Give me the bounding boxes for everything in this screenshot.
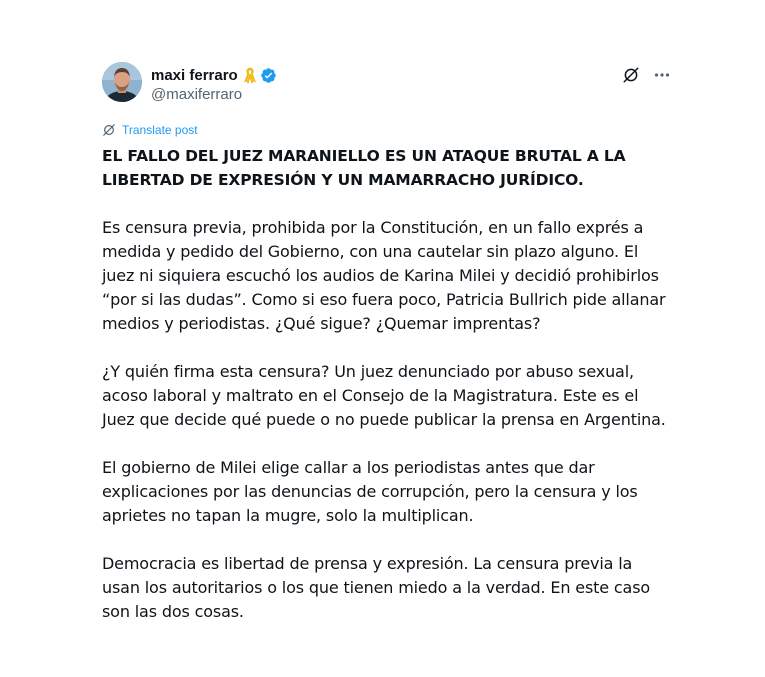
avatar[interactable] bbox=[102, 62, 142, 102]
post-headline: EL FALLO DEL JUEZ MARANIELLO ES UN ATAQUE BRUTAL A LA LIBERTAD DE EXPRESIÓN Y UN MAMARRACHO JURÍDICO. bbox=[102, 147, 626, 189]
post-paragraph: Democracia es libertad de prensa y expresión. La censura previa la usan los autoritarios o los que tienen miedo a la verdad. En este caso son las dos cosas. bbox=[102, 554, 651, 621]
author-handle[interactable]: @maxiferraro bbox=[151, 86, 243, 103]
avatar-photo-icon bbox=[102, 62, 142, 102]
post-body bbox=[102, 144, 670, 624]
more-options-icon[interactable] bbox=[654, 67, 670, 83]
name-row bbox=[151, 65, 277, 85]
post-paragraph: El gobierno de Milei elige callar a los periodistas antes que dar explicaciones por las denuncias de corrupción, pero la censura y los aprietes no tapan la mugre, solo la multiplican. bbox=[102, 458, 638, 525]
grok-icon[interactable] bbox=[622, 66, 640, 84]
post-card bbox=[102, 62, 670, 624]
translate-post-link[interactable]: Translate post bbox=[122, 123, 198, 137]
post-paragraph: ¿Y quién firma esta censura? Un juez denunciado por abuso sexual, acoso laboral y maltrato en el Consejo de la Magistratura. Este es el Juez que decide qué puede o no puede publicar la prensa en Argentina. bbox=[102, 362, 666, 429]
post-paragraph: Es censura previa, prohibida por la Constitución, en un fallo exprés a medida y pedido del Gobierno, con una cautelar sin plazo alguno. El juez ni siquiera escuchó los audios de Karina Milei y decidió prohibirlos “por si las dudas”. Como si eso fuera poco, Patricia Bullrich pide allanar medios y periodistas. ¿Qué sigue? ¿Quemar imprentas? bbox=[102, 218, 666, 333]
verified-badge-icon[interactable] bbox=[260, 67, 277, 84]
author-display-name[interactable]: maxi ferraro bbox=[151, 66, 238, 84]
post-header bbox=[102, 62, 670, 106]
grok-translate-icon bbox=[102, 123, 116, 137]
post-top-actions bbox=[622, 66, 670, 84]
author-names bbox=[151, 65, 277, 103]
translate-row bbox=[102, 122, 670, 138]
yellow-ribbon-icon bbox=[243, 67, 257, 84]
